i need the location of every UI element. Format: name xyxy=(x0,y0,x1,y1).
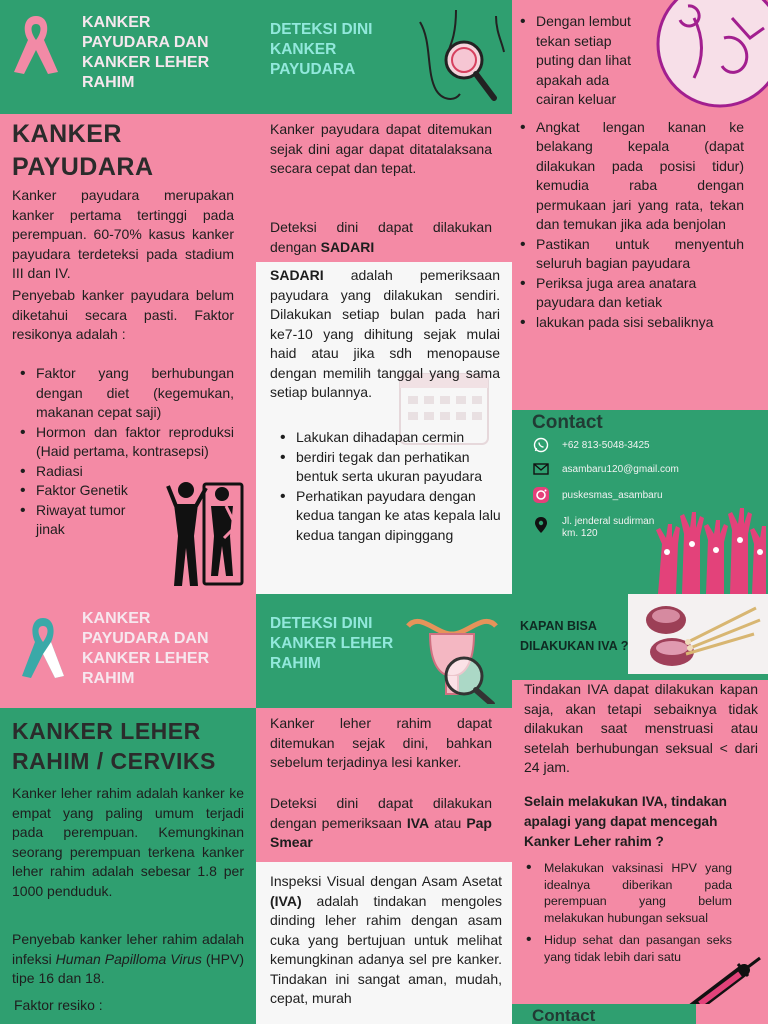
sadari-description: SADARI adalah pemeriksaan payudara yang dilakukan sendiri. Dilakukan setiap bulan pada hari ke7-10 yang dihitung sejak mulai haid atau jika sdh menopause dengan memilih tanggal yang sama setiap bulannya. xyxy=(270,267,500,400)
list-item: • lakukan pada sisi sebaliknya xyxy=(514,313,744,333)
contact-panel-2 xyxy=(512,1004,696,1024)
cervical-cancer-p2: Penyebab kanker leher rahim adalah infeksi Human Papilloma Virus (HPV) tipe 16 dan 18. xyxy=(12,931,244,986)
cervical-detection-p2: Deteksi dini dapat dilakukan dengan pemeriksaan IVA atau Pap Smear xyxy=(270,795,492,850)
uterus-magnifier-icon xyxy=(400,604,504,704)
sadari-box xyxy=(256,262,512,594)
panel1-body xyxy=(0,114,256,594)
list-item: • Riwayat tumor jinak xyxy=(14,501,126,540)
contact-panel-1 xyxy=(512,410,768,594)
risk-label: Faktor resiko : xyxy=(14,997,103,1013)
panel4-body xyxy=(0,708,256,1024)
iva-timing: Tindakan IVA dapat dilakukan kapan saja, akan tetapi sebaiknya tidak dilakukan saat menstruasi atau setelah berhubungan seksual < dari 24 jam. xyxy=(524,681,758,775)
cervical-cancer-heading: KANKER LEHER RAHIM / CERVIKS xyxy=(12,718,216,774)
breast-cancer-cause: Penyebab kanker payudara belum diketahui secara pasti. Faktor resikonya adalah : xyxy=(12,287,234,342)
contact-title-2: Contact xyxy=(532,1006,596,1024)
phone-text: +62 813-5048-3425 xyxy=(562,439,650,451)
location-icon xyxy=(532,516,550,534)
breast-cancer-heading: KANKER PAYUDARA xyxy=(12,120,154,181)
iva-description: Inspeksi Visual dengan Asam Asetat (IVA) adalah tindakan mengoles dinding leher rahim dengan asam cuka yang bertujuan untuk melihat kemungkinan adanya sel pre kanker. Tindakan ini sangat aman, mudah, cepat, murah xyxy=(270,873,502,1006)
panel5-title: DETEKSI DINI KANKER LEHER RAHIM xyxy=(270,615,394,672)
contact-title: Contact xyxy=(532,412,603,433)
self-exam-icon xyxy=(654,0,768,110)
breast-detection-p1: Kanker payudara dapat ditemukan sejak dini agar dapat ditatalaksana secara cepat dan tepat. xyxy=(270,121,492,176)
prevention-list xyxy=(520,860,732,965)
list-item: • Hormon dan faktor reproduksi (Haid pertama, kontrasepsi) xyxy=(14,423,234,462)
instagram-icon xyxy=(532,486,550,504)
list-item: • Angkat lengan kanan ke belakang kepala (dapat dilakukan pada posisi tidur) kemudia raba dengan permukaan jari yang rata, tekan dan temukan jika ada benjolan xyxy=(514,118,744,235)
breast-magnifier-icon xyxy=(412,2,512,110)
breast-cancer-intro: Kanker payudara merupakan kanker pertama tertinggi pada perempuan. 60-70% kasus kanker payudara terdeteksi pada stadium III dan IV. xyxy=(12,187,234,281)
pink-ribbon-icon xyxy=(8,12,64,80)
panel6-body xyxy=(512,680,768,1004)
prevention-question: Selain melakukan IVA, tindakan apalagi yang dapat mencegah Kanker Leher rahim ? xyxy=(524,794,727,849)
list-item: • Hidup sehat dan pasangan seks yang tidak lebih dari satu xyxy=(520,932,732,965)
panel6-header xyxy=(512,594,768,680)
panel1-header xyxy=(0,0,256,114)
iva-box xyxy=(256,862,512,1024)
sadari-steps xyxy=(274,428,504,545)
contact-phone[interactable] xyxy=(532,436,650,454)
syringe-icon xyxy=(686,956,768,1004)
teal-ribbon-icon xyxy=(16,614,70,684)
email-text: asambaru120@gmail.com xyxy=(562,463,679,475)
list-item: • Faktor Genetik xyxy=(14,481,142,501)
panel2-body xyxy=(256,114,512,262)
cervical-detection-p1: Kanker leher rahim dapat ditemukan sejak dini, bahkan sebelum terjadinya lesi kanker. xyxy=(270,715,492,770)
list-item: • Periksa juga area anatara payudara dan ketiak xyxy=(514,274,744,313)
panel5-header xyxy=(256,594,512,708)
iva-tools-photo xyxy=(628,594,768,674)
list-item: • Lakukan dihadapan cermin xyxy=(274,428,504,448)
address-text: Jl. jenderal sudirman km. 120 xyxy=(562,516,655,539)
list-item: • Faktor yang berhubungan dengan diet (kegemukan, makanan cepat saji) xyxy=(14,364,234,423)
list-item: • Melakukan vaksinasi HPV yang idealnya diberikan pada perempuan yang belum melakukan hubungan seksual xyxy=(520,860,732,926)
contact-instagram[interactable] xyxy=(532,486,663,504)
whatsapp-icon xyxy=(532,436,550,454)
list-item: • Radiasi xyxy=(14,462,234,482)
contact-email[interactable] xyxy=(532,460,679,478)
breast-detection-p2: Deteksi dini dapat dilakukan dengan SADARI xyxy=(270,219,492,255)
panel6-title: KAPAN BISA DILAKUKAN IVA ? xyxy=(520,619,629,653)
panel2-title: DETEKSI DINI KANKER PAYUDARA xyxy=(270,21,373,78)
email-icon xyxy=(532,460,550,478)
list-item: • Pastikan untuk menyentuh seluruh bagian payudara xyxy=(514,235,744,274)
list-item: • berdiri tegak dan perhatikan bentuk serta ukuran payudara xyxy=(274,448,504,487)
panel5-body xyxy=(256,708,512,862)
cervical-cancer-p1: Kanker leher rahim adalah kanker ke empat yang paling umum terjadi pada perempuan. Kemungkinan seorang perempuan terkena kanker leher rahim adalah sebesar 1.8 per 1000 penduduk. xyxy=(12,785,244,899)
panel1-title: KANKER PAYUDARA DAN KANKER LEHER RAHIM xyxy=(82,14,210,91)
raised-hands-icon xyxy=(652,504,768,594)
panel2-header xyxy=(256,0,512,114)
list-item: • Dengan lembut tekan setiap puting dan lihat apakah ada cairan keluar xyxy=(514,12,632,110)
list-item: • Perhatikan payudara dengan kedua tangan ke atas kepala lalu kedua tangan dipinggang xyxy=(274,487,504,546)
instagram-text: puskesmas_asambaru xyxy=(562,489,663,501)
mirror-women-icon xyxy=(164,476,248,594)
contact-address[interactable] xyxy=(532,516,662,540)
panel4-title: KANKER PAYUDARA DAN KANKER LEHER RAHIM xyxy=(82,610,210,687)
panel3-body xyxy=(512,0,768,410)
panel4-header xyxy=(0,594,256,708)
